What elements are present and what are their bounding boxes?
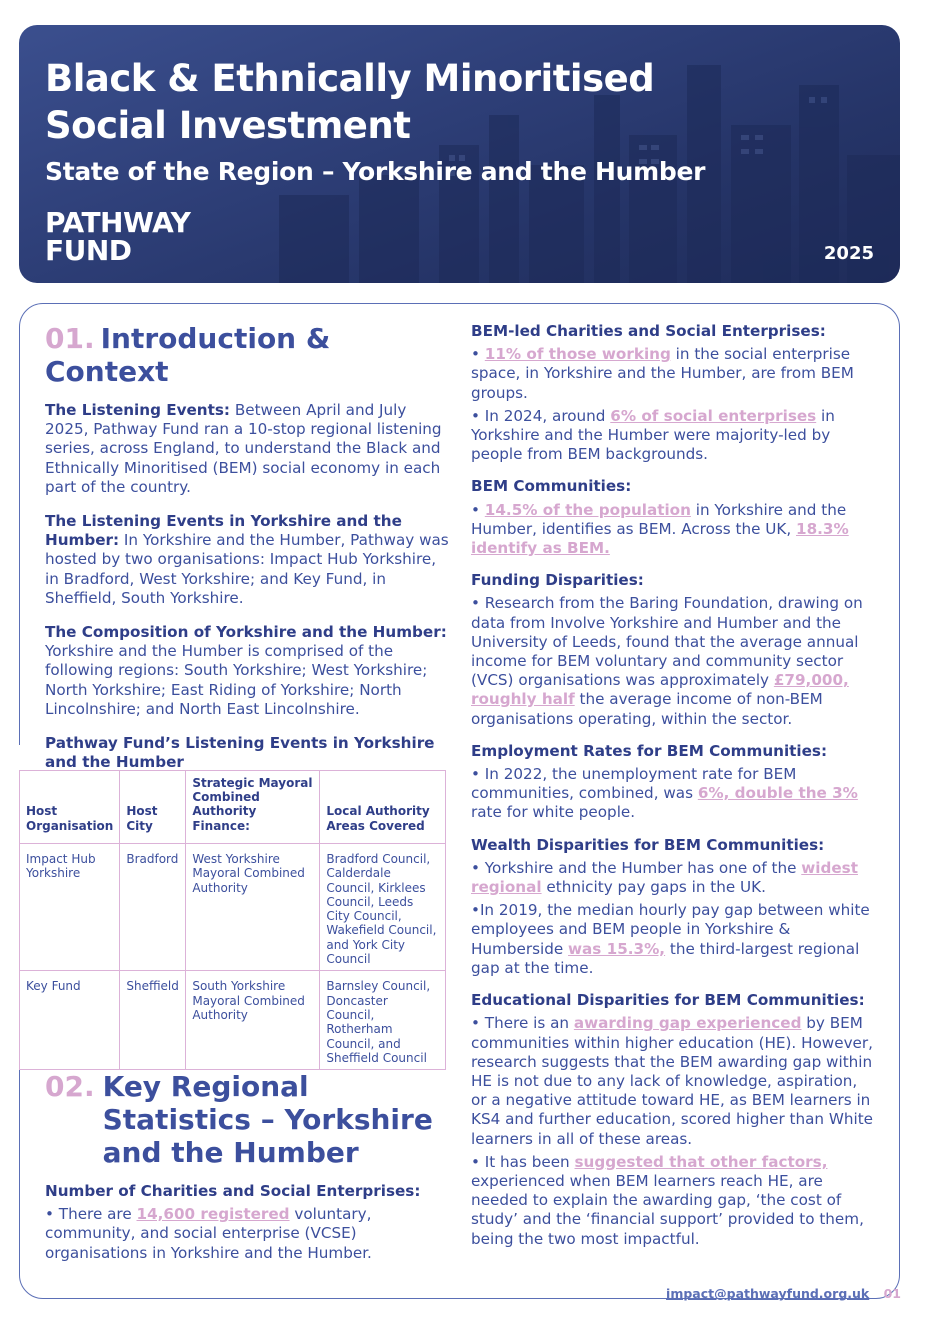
bemled-heading: BEM-led Charities and Social Enterprises: <box>471 322 826 340</box>
page-number: 01 <box>883 1286 901 1301</box>
source-link[interactable]: 6% of social enterprises <box>610 406 817 425</box>
text: ethnicity pay gaps in the UK. <box>541 878 766 897</box>
para-text: Yorkshire and the Humber is comprised of the following regions: South Yorkshire; West Yorkshire; North Yorkshire; East Riding of Yorkshire; North Lincolnshire; and North East Lincolnshire. <box>45 642 428 718</box>
table-cell: Bradford Council, Calderdale Council, Kirklees Council, Leeds City Council, Wakefield Council, and York City Council <box>320 844 446 971</box>
charities-para <box>45 1205 450 1263</box>
text: • There are <box>45 1205 137 1224</box>
wealth-bullet-2 <box>471 901 876 978</box>
report-title <box>45 55 654 149</box>
text: • There is an <box>471 1014 574 1033</box>
education-bullet-2 <box>471 1153 876 1249</box>
table-cell: Sheffield <box>120 971 186 1070</box>
employment-heading: Employment Rates for BEM Communities: <box>471 741 828 760</box>
source-link[interactable]: 11% of those working <box>484 345 671 364</box>
pathway-fund-logo <box>45 206 191 267</box>
table-header: Local Authority Areas Covered <box>320 771 446 844</box>
stats-section <box>45 1070 450 1278</box>
table-header: Strategic Mayoral Combined Authority Finance: <box>186 771 320 844</box>
report-subtitle: State of the Region – Yorkshire and the Humber <box>45 157 706 186</box>
intro-para-listening <box>45 401 450 497</box>
para-head: The Listening Events: <box>45 401 230 419</box>
stats-number: 02. <box>45 1070 95 1103</box>
text: • In 2022, the unemployment rate for BEM communities, combined, was <box>471 765 797 803</box>
text: • It has been <box>471 1152 575 1171</box>
table-cell: Impact Hub Yorkshire <box>20 844 120 971</box>
stats-heading <box>45 1070 450 1169</box>
text: • Yorkshire and the Humber has one of the <box>471 858 802 877</box>
table-header: Host City <box>120 771 186 844</box>
wealth-heading: Wealth Disparities for BEM Communities: <box>471 835 825 854</box>
text: by BEM communities within higher education (HE). However, research suggests that the BEM awarding gap within HE is not due to any lack of knowledge, aspiration, or a negative attitude toward HE, as BEM learners in KS4 and further education, scored higher than White learners in all of these areas. <box>471 1014 874 1148</box>
intro-title: Introduction & Context <box>45 322 331 388</box>
text: •In 2019, the median hourly pay gap between white employees and BEM people in Yorkshire & Humberside <box>471 901 870 958</box>
table-row <box>20 844 446 971</box>
intro-para-hosts <box>45 512 450 608</box>
report-year: 2025 <box>823 243 874 264</box>
text: in Yorkshire and the Humber were majority-led by people from BEM backgrounds. <box>471 406 835 464</box>
text: the third-largest regional gap at the time. <box>471 939 860 977</box>
table-row <box>20 971 446 1070</box>
source-link[interactable]: 18.3% identify as BEM. <box>471 519 849 558</box>
intro-table-caption <box>45 734 450 772</box>
education-bullet-1 <box>471 1014 876 1148</box>
table-header-row <box>20 771 446 844</box>
title-line-2: Social Investment <box>45 104 411 147</box>
text: rate for white people. <box>471 803 636 822</box>
header-banner <box>19 25 900 283</box>
logo-line-1: PATHWAY <box>45 206 191 239</box>
source-link[interactable]: 14.5% of the population <box>484 500 691 519</box>
source-link[interactable]: £79,000, roughly half <box>471 671 849 709</box>
source-link[interactable]: 6%, double the 3% <box>697 784 858 803</box>
table-header: Host Organisation <box>20 771 120 844</box>
text: the average income of non-BEM organisations operating, within the sector. <box>471 690 823 728</box>
intro-number: 01. <box>45 322 95 355</box>
text: • <box>471 500 485 519</box>
text: • In 2024, around <box>471 406 611 425</box>
text: in Yorkshire and the Humber, identifies as BEM. Across the UK, <box>471 500 847 538</box>
para-text: In Yorkshire and the Humber, Pathway was hosted by two organisations: Impact Hub Yorkshire, in Bradford, West Yorkshire; and Key Fund, in Sheffield, South Yorkshire. <box>45 531 449 607</box>
charities-heading: Number of Charities and Social Enterprises: <box>45 1182 421 1200</box>
para-head: The Listening Events in Yorkshire and the Humber: <box>45 512 402 550</box>
table-cell: Barnsley Council, Doncaster Council, Rotherham Council, and Sheffield Council <box>320 971 446 1070</box>
left-column <box>45 322 450 787</box>
text: • <box>471 345 485 364</box>
text: experienced when BEM learners reach HE, are needed to explain the awarding gap, ‘the cost of study’ and the ‘financial support’ provided to them, being the two most impactful. <box>471 1171 864 1248</box>
table-caption: Pathway Fund’s Listening Events in Yorkshire and the Humber <box>45 734 435 772</box>
right-column <box>471 322 876 1262</box>
contact-email-link[interactable]: impact@pathwayfund.org.uk <box>666 1286 870 1301</box>
intro-heading <box>45 322 450 388</box>
text: in the social enterprise space, in Yorkshire and the Humber, are from BEM groups. <box>471 345 854 402</box>
table-cell: Key Fund <box>20 971 120 1070</box>
text: • Research from the Baring Foundation, drawing on data from Involve Yorkshire and Humber and the University of Leeds, found that the average annual income for BEM voluntary and community sector (VCS) organisations was approximately <box>471 594 863 690</box>
source-link[interactable]: suggested that other factors, <box>574 1152 828 1171</box>
source-link[interactable]: widest regional <box>471 858 858 897</box>
listening-events-table <box>19 770 446 1070</box>
table-cell: West Yorkshire Mayoral Combined Authority <box>186 844 320 971</box>
intro-para-composition <box>45 623 450 719</box>
source-link[interactable]: awarding gap experienced <box>573 1014 802 1033</box>
communities-heading: BEM Communities: <box>471 477 632 496</box>
page-footer <box>666 1286 901 1301</box>
para-text: Between April and July 2025, Pathway Fund ran a 10-stop regional listening series, across England, to understand the Black and Ethnically Minoritised (BEM) social economy in each part of the country. <box>45 401 442 496</box>
wealth-bullet-1 <box>471 859 876 897</box>
stats-title: Key Regional Statistics – Yorkshire and the Humber <box>102 1070 433 1169</box>
table-cell: South Yorkshire Mayoral Combined Authority <box>186 971 320 1070</box>
title-line-1: Black & Ethnically Minoritised <box>45 57 655 100</box>
education-heading: Educational Disparities for BEM Communities: <box>471 991 865 1010</box>
bemled-bullet-1 <box>471 345 876 403</box>
bemled-bullet-2 <box>471 407 876 465</box>
para-head: The Composition of Yorkshire and the Humber: <box>45 623 447 642</box>
funding-bullet <box>471 594 876 728</box>
communities-bullet <box>471 501 876 559</box>
funding-heading: Funding Disparities: <box>471 571 644 590</box>
text: voluntary, community, and social enterprise (VCSE) organisations in Yorkshire and the Humber. <box>45 1205 372 1262</box>
employment-bullet <box>471 765 876 823</box>
source-link[interactable]: was 15.3%, <box>568 939 666 958</box>
source-link[interactable]: 14,600 registered <box>136 1205 290 1224</box>
table-cell: Bradford <box>120 844 186 971</box>
logo-line-2: FUND <box>45 234 132 267</box>
